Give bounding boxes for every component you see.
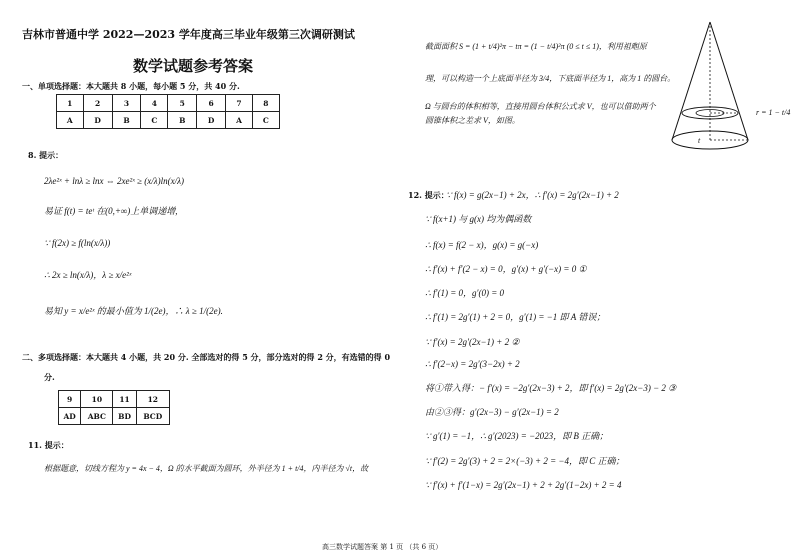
q8-line1: 2λe²ˣ + lnλ ≥ lnx ⇔ 2xe²ˣ ≥ (x/λ)ln(x/λ) xyxy=(44,176,184,186)
answer-cell: C xyxy=(252,112,279,129)
question-number-cell: 1 xyxy=(57,95,84,112)
question-number-cell: 12 xyxy=(136,391,169,408)
q11-right-line1: 截面面积 S = (1 + t/4)²π − tπ = (1 − t/4)²π (0 ≤ t ≤ 1)，利用祖暅原 xyxy=(425,42,647,51)
section1-answer-table xyxy=(56,94,280,129)
question-number-cell: 5 xyxy=(168,95,197,112)
section2-heading-cont: 分. xyxy=(44,372,55,382)
question-number-cell: 3 xyxy=(112,95,141,112)
cone-radius-label: r = 1 − t/4 xyxy=(756,108,791,117)
q12-line: ∵ f(x+1) 与 g(x) 均为偶函数 xyxy=(425,214,532,224)
q12-line: ∴ f′(1) = 0，g′(0) = 0 xyxy=(425,288,505,298)
q12-line: ∵ g′(1) = −1，∴ g′(2023) = −2023，即 B 正确； xyxy=(425,431,609,441)
answer-cell: BCD xyxy=(136,408,169,425)
section2-heading: 二、多项选择题：本大题共 4 小题，共 20 分. 全部选对的得 5 分，部分选对的得 2 分，有选错的得 0 xyxy=(22,352,391,362)
q11-line1: 根据题意，切线方程为 y = 4x − 4，Ω 的水平截面为圆环，外半径为 1 + t/4，内半径为 √t，故 xyxy=(44,464,369,473)
q11-right-line4: 圆锥体积之差求 V，如图。 xyxy=(425,116,520,125)
page-footer: 高三数学试题答案 第 1 页 （共 6 页） xyxy=(322,543,443,551)
answer-cell: B xyxy=(168,112,197,129)
question-number-cell: 6 xyxy=(197,95,226,112)
q12-label: 12. 提示： xyxy=(408,190,449,200)
answer-cell: D xyxy=(83,112,112,129)
answer-cell: B xyxy=(112,112,141,129)
question-number-cell: 7 xyxy=(226,95,253,112)
cone-figure xyxy=(660,18,790,160)
q8-line4: ∴ 2x ≥ ln(x/λ)，λ ≥ x/e²ˣ xyxy=(44,270,132,280)
answer-cell: A xyxy=(226,112,253,129)
q8-line3: ∵ f(2x) ≥ f(ln(x/λ)) xyxy=(44,238,111,248)
section1-heading: 一、单项选择题：本大题共 8 小题，每小题 5 分，共 40 分. xyxy=(22,81,240,91)
q11-label: 11. 提示： xyxy=(28,440,69,450)
answer-cell: BD xyxy=(113,408,136,425)
question-number-row xyxy=(59,391,170,408)
q12-line: ∴ f′(2−x) = 2g′(3−2x) + 2 xyxy=(425,359,520,369)
q11-right-line3: Ω 与圆台的体积相等，直接用圆台体积公式求 V，也可以借助两个 xyxy=(425,102,656,111)
q12-line: ∴ f′(x) + f′(2 − x) = 0，g′(x) + g′(−x) = 0 ① xyxy=(425,264,587,274)
question-number-row xyxy=(57,95,280,112)
q12-line: ∵ f(x) = g(2x−1) + 2x，∴ f′(x) = 2g′(2x−1) + 2 xyxy=(446,190,619,200)
question-number-cell: 2 xyxy=(83,95,112,112)
q12-line: ∴ f(x) = f(2 − x)，g(x) = g(−x) xyxy=(425,240,539,250)
answer-cell: D xyxy=(197,112,226,129)
answer-cell: C xyxy=(141,112,168,129)
q8-line2: 易证 f(t) = teᵗ 在(0,+∞)上单调递增, xyxy=(44,206,178,216)
cone-t-label: t xyxy=(698,136,701,145)
section2-answer-table xyxy=(58,390,170,425)
q8-label: 8. 提示： xyxy=(28,150,64,160)
document-title: 数学试题参考答案 xyxy=(133,57,254,75)
question-number-cell: 9 xyxy=(59,391,81,408)
question-number-cell: 4 xyxy=(141,95,168,112)
q12-line: ∵ f′(x) + f′(1−x) = 2g′(2x−1) + 2 + 2g′(1−2x) + 2 = 4 xyxy=(425,480,622,490)
answer-cell: AD xyxy=(59,408,81,425)
question-number-cell: 10 xyxy=(81,391,113,408)
q11-right-line2: 理，可以构造一个上底面半径为 3/4，下底面半径为 1，高为 1 的圆台。 xyxy=(425,74,676,83)
question-number-cell: 11 xyxy=(113,391,136,408)
answer-cell: ABC xyxy=(81,408,113,425)
answer-row xyxy=(57,112,280,129)
question-number-cell: 8 xyxy=(252,95,279,112)
q12-line: 由②③得：g′(2x−3) − g′(2x−1) = 2 xyxy=(425,407,559,417)
answer-row xyxy=(59,408,170,425)
q12-line: ∵ f′(x) = 2g′(2x−1) + 2 ② xyxy=(425,337,520,347)
q12-line: ∵ f′(2) = 2g′(3) + 2 = 2×(−3) + 2 = −4，即 C 正确； xyxy=(425,456,625,466)
cone-left-edge xyxy=(672,22,710,140)
school-title: 吉林市普通中学 2022—2023 学年度高三毕业年级第三次调研测试 xyxy=(22,28,355,41)
answer-cell: A xyxy=(57,112,84,129)
cone-right-edge xyxy=(710,22,748,140)
q8-line5: 易知 y = x/e²ˣ 的最小值为 1/(2e)，∴ λ ≥ 1/(2e). xyxy=(44,306,223,316)
q12-line: 将①带入得：− f′(x) = −2g′(2x−3) + 2，即 f′(x) = 2g′(2x−3) − 2 ③ xyxy=(425,383,677,393)
q12-line: ∴ f′(1) = 2g′(1) + 2 = 0，g′(1) = −1 即 A 错误； xyxy=(425,312,606,322)
